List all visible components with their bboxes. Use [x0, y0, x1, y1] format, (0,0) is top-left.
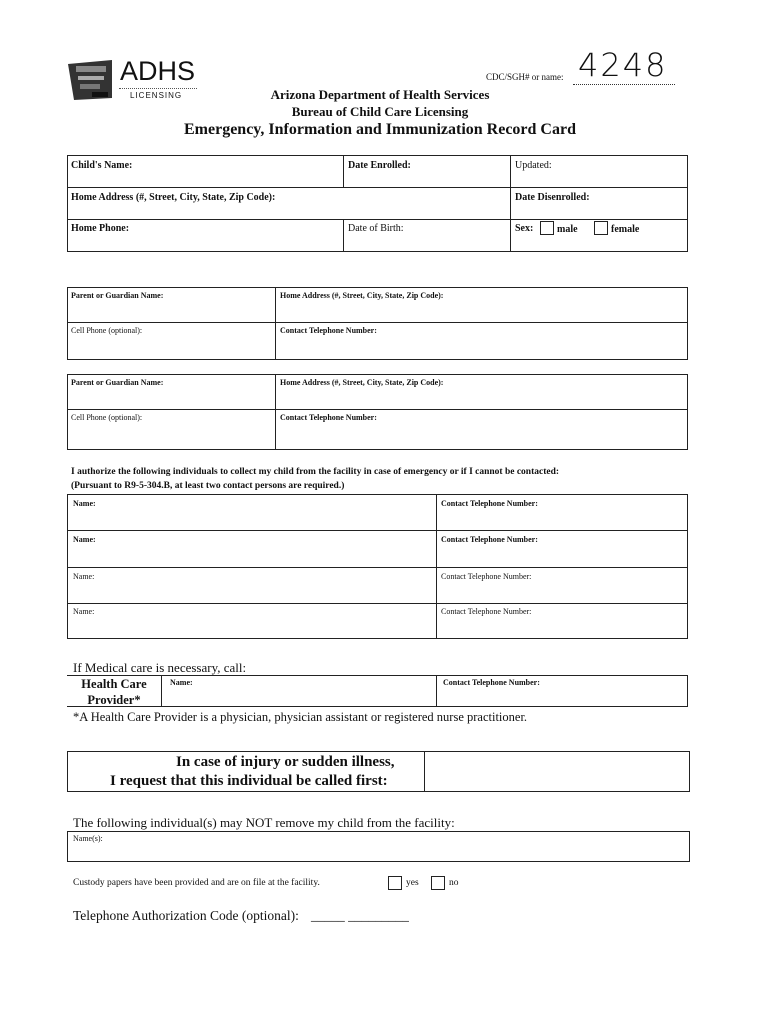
contact-1-phone-field[interactable]: Contact Telephone Number:: [441, 499, 538, 508]
child-name-field[interactable]: Child's Name:: [71, 160, 133, 171]
not-remove-intro: The following individual(s) may NOT remove my child from the facility:: [73, 815, 455, 830]
divider: [161, 675, 162, 707]
auth-code-label: Telephone Authorization Code (optional):: [73, 908, 299, 923]
dept-name: Arizona Department of Health Services: [270, 87, 490, 102]
custody-yes-checkbox[interactable]: [388, 876, 402, 890]
divider: [436, 675, 437, 707]
custody-no-label: no: [449, 878, 459, 888]
contact-3-phone-field[interactable]: Contact Telephone Number:: [441, 572, 532, 581]
logo-divider: [119, 88, 197, 89]
divider: [67, 187, 688, 188]
divider: [67, 409, 688, 410]
updated-field[interactable]: Updated:: [515, 160, 552, 171]
custody-yes-label: yes: [406, 878, 419, 888]
divider: [343, 155, 344, 187]
divider: [67, 603, 688, 604]
hcp-footnote: *A Health Care Provider is a physician, physician assistant or registered nurse practitioner.: [73, 710, 528, 724]
contact-4-phone-field[interactable]: Contact Telephone Number:: [441, 607, 532, 616]
sex-label: Sex:: [515, 223, 534, 234]
medical-intro: If Medical care is necessary, call:: [73, 660, 247, 675]
guardian-1-contact-field[interactable]: Contact Telephone Number:: [280, 326, 377, 335]
contact-2-phone-field[interactable]: Contact Telephone Number:: [441, 535, 538, 544]
divider: [436, 494, 437, 639]
contact-4-name-field[interactable]: Name:: [73, 607, 95, 616]
authorize-note: (Pursuant to R9-5-304.B, at least two contact persons are required.): [71, 481, 345, 491]
male-label: male: [557, 224, 578, 235]
guardian-1-cell-field[interactable]: Cell Phone (optional):: [71, 326, 143, 335]
guardian-1-address-field[interactable]: Home Address (#, Street, City, State, Zip Code):: [280, 291, 444, 300]
date-disenrolled-field[interactable]: Date Disenrolled:: [515, 192, 590, 203]
divider: [424, 751, 425, 792]
home-phone-field[interactable]: Home Phone:: [71, 223, 130, 234]
bureau-name: Bureau of Child Care Licensing: [291, 104, 469, 119]
auth-code-field[interactable]: _____ _________: [311, 908, 409, 923]
divider: [67, 322, 688, 323]
dob-field[interactable]: Date of Birth:: [348, 223, 404, 234]
child-home-address-field[interactable]: Home Address (#, Street, City, State, Zip Code):: [71, 192, 276, 203]
guardian-2-address-field[interactable]: Home Address (#, Street, City, State, Zip Code):: [280, 378, 444, 387]
date-enrolled-field[interactable]: Date Enrolled:: [348, 160, 411, 171]
divider: [67, 530, 688, 531]
divider: [67, 567, 688, 568]
hcp-label-line2: Provider*: [87, 693, 141, 707]
not-remove-names-label: Name(s):: [73, 834, 103, 843]
divider: [343, 219, 344, 252]
female-checkbox[interactable]: [594, 221, 608, 235]
logo-subtitle: LICENSING: [130, 91, 183, 100]
first-call-input[interactable]: [426, 753, 688, 790]
cdc-label: CDC/SGH# or name:: [486, 72, 564, 82]
not-remove-names-field[interactable]: [67, 831, 690, 862]
contact-1-name-field[interactable]: Name:: [73, 499, 96, 508]
divider: [275, 374, 276, 450]
guardian-2-cell-field[interactable]: Cell Phone (optional):: [71, 413, 143, 422]
female-label: female: [611, 224, 640, 235]
cdc-underline: [573, 84, 675, 85]
custody-text: Custody papers have been provided and are on file at the facility.: [73, 878, 320, 888]
hcp-name-field[interactable]: Name:: [170, 678, 193, 687]
male-checkbox[interactable]: [540, 221, 554, 235]
contact-3-name-field[interactable]: Name:: [73, 572, 95, 581]
page-title: Emergency, Information and Immunization Record Card: [184, 121, 576, 138]
custody-no-checkbox[interactable]: [431, 876, 445, 890]
injury-line1: In case of injury or sudden illness,: [176, 754, 395, 770]
injury-line2: I request that this individual be called first:: [110, 773, 388, 789]
divider: [510, 155, 511, 252]
adhs-logo-icon: [66, 58, 114, 102]
cdc-handwritten-value: 4248: [578, 46, 668, 84]
authorize-text: I authorize the following individuals to collect my child from the facility in case of emergency or if I cannot be contacted:: [71, 467, 560, 477]
guardian-2-contact-field[interactable]: Contact Telephone Number:: [280, 413, 377, 422]
guardian-1-name-field[interactable]: Parent or Guardian Name:: [71, 291, 164, 300]
divider: [67, 219, 688, 220]
logo-text: ADHS: [120, 56, 196, 86]
hcp-label-line1: Health Care: [81, 677, 147, 691]
divider: [275, 287, 276, 360]
contact-2-name-field[interactable]: Name:: [73, 535, 96, 544]
guardian-2-name-field[interactable]: Parent or Guardian Name:: [71, 378, 164, 387]
hcp-phone-field[interactable]: Contact Telephone Number:: [443, 678, 540, 687]
